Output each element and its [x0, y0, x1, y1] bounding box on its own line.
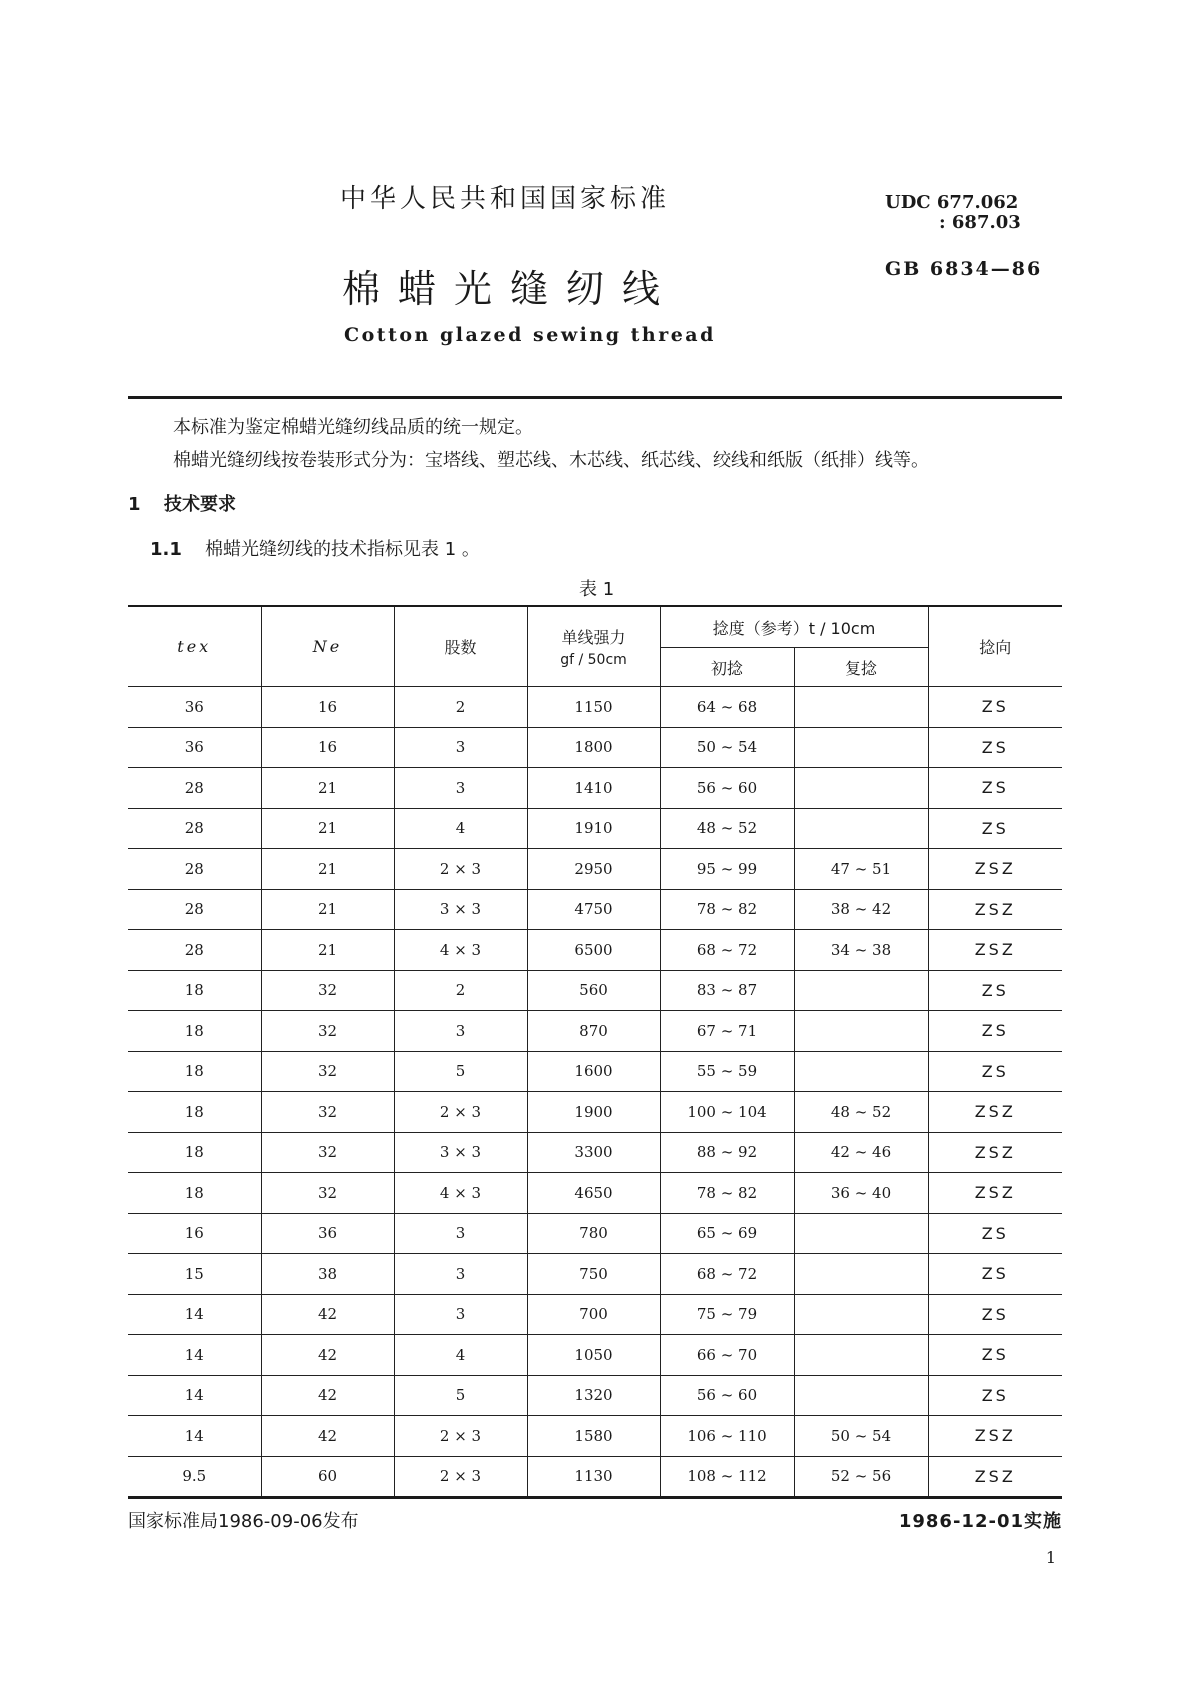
- cell-tex: 28: [128, 849, 261, 890]
- cell-twist-initial: 65 ~ 69: [660, 1213, 794, 1254]
- cell-twist-initial: 68 ~ 72: [660, 1254, 794, 1295]
- cell-tex: 14: [128, 1335, 261, 1376]
- cell-ne: 32: [261, 1051, 394, 1092]
- cell-ne: 21: [261, 930, 394, 971]
- cell-direction: ZS: [928, 1254, 1062, 1295]
- cell-tex: 15: [128, 1254, 261, 1295]
- header-direction: 捻向: [928, 606, 1062, 687]
- table-row: [128, 930, 1062, 971]
- cell-direction: ZSZ: [928, 930, 1062, 971]
- table-row: [128, 970, 1062, 1011]
- cell-twist-initial: 106 ~ 110: [660, 1416, 794, 1457]
- cell-twist-initial: 66 ~ 70: [660, 1335, 794, 1376]
- cell-direction: ZS: [928, 727, 1062, 768]
- national-standard-heading: 中华人民共和国国家标准: [340, 184, 671, 214]
- table-row: [128, 1375, 1062, 1416]
- cell-strands: 3: [394, 727, 527, 768]
- cell-strands: 2: [394, 970, 527, 1011]
- cell-tex: 16: [128, 1213, 261, 1254]
- cell-twist-final: [794, 1294, 928, 1335]
- cell-twist-final: [794, 727, 928, 768]
- cell-strands: 3: [394, 768, 527, 809]
- cell-twist-final: [794, 1335, 928, 1376]
- cell-strength: 1410: [527, 768, 660, 809]
- cell-twist-initial: 68 ~ 72: [660, 930, 794, 971]
- header-strands: 股数: [394, 606, 527, 687]
- cell-strength: 3300: [527, 1132, 660, 1173]
- cell-twist-final: [794, 1254, 928, 1295]
- table-row: [128, 1213, 1062, 1254]
- table-row: [128, 1456, 1062, 1498]
- cell-twist-final: [794, 1375, 928, 1416]
- cell-strength: 4750: [527, 889, 660, 930]
- table-row: [128, 1132, 1062, 1173]
- cell-twist-initial: 48 ~ 52: [660, 808, 794, 849]
- cell-twist-initial: 95 ~ 99: [660, 849, 794, 890]
- spec-table: [128, 605, 1062, 1499]
- cell-tex: 14: [128, 1416, 261, 1457]
- cell-strength: 1580: [527, 1416, 660, 1457]
- cell-tex: 9.5: [128, 1456, 261, 1498]
- cell-twist-final: 34 ~ 38: [794, 930, 928, 971]
- cell-twist-final: 42 ~ 46: [794, 1132, 928, 1173]
- cell-strands: 2: [394, 687, 527, 728]
- cell-strands: 4: [394, 1335, 527, 1376]
- cell-ne: 21: [261, 808, 394, 849]
- cell-strands: 2 × 3: [394, 849, 527, 890]
- cell-direction: ZS: [928, 808, 1062, 849]
- udc-code: [885, 193, 1021, 233]
- cell-ne: 32: [261, 1173, 394, 1214]
- effective-date: 1986-12-01实施: [898, 1511, 1062, 1532]
- table-row: [128, 1335, 1062, 1376]
- spec-table-body: [128, 687, 1062, 1498]
- table-row: [128, 849, 1062, 890]
- cell-ne: 42: [261, 1375, 394, 1416]
- cell-tex: 18: [128, 1051, 261, 1092]
- udc-label: UDC 677.062: [885, 192, 1019, 213]
- cell-ne: 21: [261, 849, 394, 890]
- cell-strength: 1900: [527, 1092, 660, 1133]
- cell-strands: 3: [394, 1213, 527, 1254]
- table-row: [128, 1011, 1062, 1052]
- cell-tex: 18: [128, 1011, 261, 1052]
- cell-direction: ZS: [928, 1051, 1062, 1092]
- cell-strands: 2 × 3: [394, 1416, 527, 1457]
- cell-direction: ZS: [928, 687, 1062, 728]
- cell-twist-final: [794, 687, 928, 728]
- cell-direction: ZSZ: [928, 1092, 1062, 1133]
- cell-twist-final: [794, 1213, 928, 1254]
- cell-twist-final: [794, 1051, 928, 1092]
- cell-strands: 4 × 3: [394, 930, 527, 971]
- cell-twist-final: 36 ~ 40: [794, 1173, 928, 1214]
- header-strength: [527, 606, 660, 687]
- cell-strength: 4650: [527, 1173, 660, 1214]
- cell-ne: 42: [261, 1335, 394, 1376]
- cell-twist-initial: 55 ~ 59: [660, 1051, 794, 1092]
- section-title: 技术要求: [164, 494, 236, 515]
- header-twist-initial: 初捻: [660, 648, 794, 687]
- cell-ne: 32: [261, 1011, 394, 1052]
- cell-tex: 18: [128, 1173, 261, 1214]
- cell-strands: 3 × 3: [394, 889, 527, 930]
- cell-tex: 28: [128, 768, 261, 809]
- header-strength-line2: gf / 50cm: [560, 652, 627, 668]
- cell-strength: 6500: [527, 930, 660, 971]
- table-row: [128, 1051, 1062, 1092]
- cell-strength: 870: [527, 1011, 660, 1052]
- cell-strength: 1050: [527, 1335, 660, 1376]
- header-twist-final: 复捻: [794, 648, 928, 687]
- cell-tex: 18: [128, 970, 261, 1011]
- udc-sub: : 687.03: [939, 212, 1021, 233]
- cell-tex: 28: [128, 930, 261, 971]
- cell-strands: 2 × 3: [394, 1092, 527, 1133]
- cell-twist-final: [794, 1011, 928, 1052]
- cell-twist-initial: 50 ~ 54: [660, 727, 794, 768]
- cell-direction: ZSZ: [928, 1173, 1062, 1214]
- cell-ne: 16: [261, 727, 394, 768]
- cell-twist-final: 47 ~ 51: [794, 849, 928, 890]
- cell-ne: 21: [261, 768, 394, 809]
- cell-strength: 560: [527, 970, 660, 1011]
- cell-strength: 700: [527, 1294, 660, 1335]
- cell-tex: 28: [128, 889, 261, 930]
- header-ne: Ne: [261, 606, 394, 687]
- cell-strands: 2 × 3: [394, 1456, 527, 1498]
- page-number: 1: [1045, 1548, 1056, 1567]
- issued-date: 国家标准局1986-09-06发布: [128, 1511, 359, 1532]
- cell-ne: 21: [261, 889, 394, 930]
- cell-strength: 1130: [527, 1456, 660, 1498]
- cell-tex: 18: [128, 1092, 261, 1133]
- cell-direction: ZS: [928, 1011, 1062, 1052]
- cell-twist-initial: 78 ~ 82: [660, 1173, 794, 1214]
- table-row: [128, 687, 1062, 728]
- cell-ne: 42: [261, 1294, 394, 1335]
- cell-tex: 18: [128, 1132, 261, 1173]
- cell-ne: 42: [261, 1416, 394, 1457]
- cell-twist-initial: 75 ~ 79: [660, 1294, 794, 1335]
- cell-twist-final: 38 ~ 42: [794, 889, 928, 930]
- cell-strands: 3 × 3: [394, 1132, 527, 1173]
- cell-twist-final: [794, 970, 928, 1011]
- cell-ne: 60: [261, 1456, 394, 1498]
- table-row: [128, 1416, 1062, 1457]
- cell-twist-final: 48 ~ 52: [794, 1092, 928, 1133]
- cell-twist-initial: 78 ~ 82: [660, 889, 794, 930]
- section-number: 1: [128, 494, 141, 515]
- cell-strength: 780: [527, 1213, 660, 1254]
- header-divider: [128, 396, 1062, 399]
- cell-direction: ZSZ: [928, 889, 1062, 930]
- cell-direction: ZS: [928, 1213, 1062, 1254]
- cell-direction: ZS: [928, 1375, 1062, 1416]
- table-row: [128, 1173, 1062, 1214]
- cell-strands: 3: [394, 1254, 527, 1295]
- cell-direction: ZSZ: [928, 1132, 1062, 1173]
- table-row: [128, 808, 1062, 849]
- cell-strands: 5: [394, 1375, 527, 1416]
- cell-twist-initial: 108 ~ 112: [660, 1456, 794, 1498]
- cell-tex: 14: [128, 1375, 261, 1416]
- cell-direction: ZSZ: [928, 1416, 1062, 1457]
- intro-line-1: 本标准为鉴定棉蜡光缝纫线品质的统一规定。: [173, 417, 533, 438]
- cell-twist-initial: 56 ~ 60: [660, 1375, 794, 1416]
- cell-twist-final: 50 ~ 54: [794, 1416, 928, 1457]
- cell-twist-final: [794, 808, 928, 849]
- cell-strength: 1320: [527, 1375, 660, 1416]
- cell-strands: 4 × 3: [394, 1173, 527, 1214]
- cell-strands: 4: [394, 808, 527, 849]
- cell-strength: 1800: [527, 727, 660, 768]
- table-row: [128, 1254, 1062, 1295]
- cell-strength: 1150: [527, 687, 660, 728]
- table-row: [128, 727, 1062, 768]
- cell-ne: 32: [261, 1132, 394, 1173]
- cell-strength: 2950: [527, 849, 660, 890]
- cell-strength: 1600: [527, 1051, 660, 1092]
- document-title-en: Cotton glazed sewing thread: [344, 324, 716, 346]
- cell-twist-initial: 64 ~ 68: [660, 687, 794, 728]
- header-twist: 捻度（参考）t / 10cm: [660, 606, 928, 648]
- cell-ne: 32: [261, 970, 394, 1011]
- cell-tex: 36: [128, 687, 261, 728]
- subsection-1-1: [150, 535, 480, 561]
- cell-ne: 32: [261, 1092, 394, 1133]
- cell-strength: 1910: [527, 808, 660, 849]
- table-row: [128, 1092, 1062, 1133]
- cell-direction: ZSZ: [928, 849, 1062, 890]
- subsection-text: 棉蜡光缝纫线的技术指标见表 1 。: [205, 539, 480, 560]
- cell-ne: 36: [261, 1213, 394, 1254]
- cell-twist-initial: 67 ~ 71: [660, 1011, 794, 1052]
- cell-tex: 14: [128, 1294, 261, 1335]
- cell-tex: 28: [128, 808, 261, 849]
- cell-twist-initial: 100 ~ 104: [660, 1092, 794, 1133]
- gb-number: GB 6834—86: [885, 258, 1043, 280]
- cell-twist-final: [794, 768, 928, 809]
- cell-twist-initial: 83 ~ 87: [660, 970, 794, 1011]
- cell-strength: 750: [527, 1254, 660, 1295]
- intro-line-2: 棉蜡光缝纫线按卷装形式分为：宝塔线、塑芯线、木芯线、纸芯线、绞线和纸版（纸排）线等。: [173, 450, 929, 471]
- cell-direction: ZSZ: [928, 1456, 1062, 1498]
- cell-twist-initial: 56 ~ 60: [660, 768, 794, 809]
- cell-ne: 38: [261, 1254, 394, 1295]
- cell-tex: 36: [128, 727, 261, 768]
- table-caption: 表 1: [579, 579, 615, 600]
- document-title-cn: 棉蜡光缝纫线: [342, 267, 679, 311]
- table-row: [128, 768, 1062, 809]
- cell-direction: ZS: [928, 1335, 1062, 1376]
- cell-strands: 3: [394, 1011, 527, 1052]
- subsection-number: 1.1: [150, 539, 182, 560]
- cell-twist-initial: 88 ~ 92: [660, 1132, 794, 1173]
- section-1-heading: [128, 490, 236, 516]
- table-row: [128, 889, 1062, 930]
- cell-strands: 3: [394, 1294, 527, 1335]
- cell-direction: ZS: [928, 1294, 1062, 1335]
- cell-ne: 16: [261, 687, 394, 728]
- header-strength-line1: 单线强力: [561, 628, 626, 647]
- cell-direction: ZS: [928, 768, 1062, 809]
- header-tex: tex: [128, 606, 261, 687]
- cell-strands: 5: [394, 1051, 527, 1092]
- cell-twist-final: 52 ~ 56: [794, 1456, 928, 1498]
- table-row: [128, 1294, 1062, 1335]
- cell-direction: ZS: [928, 970, 1062, 1011]
